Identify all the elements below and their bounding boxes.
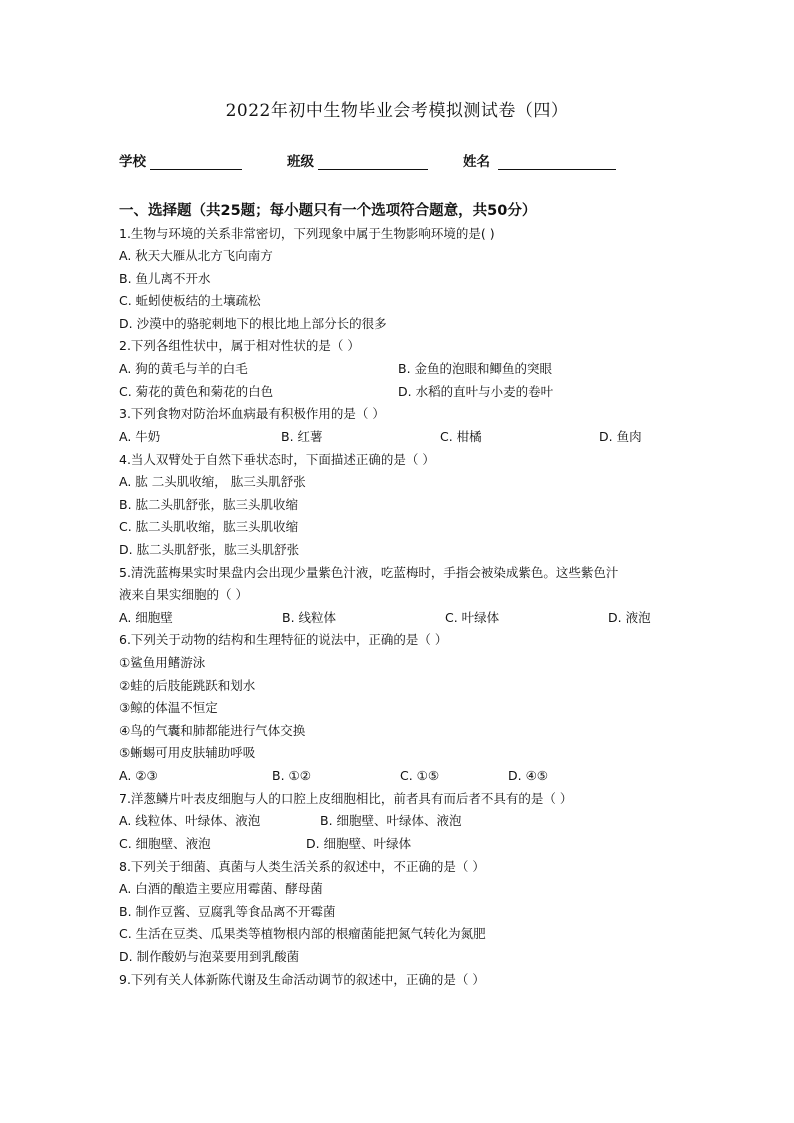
q7-option-d: D. 细胞壁、叶绿体 xyxy=(306,836,412,851)
q6-option-b: B. ①② xyxy=(272,768,311,783)
q6-option-a: A. ②③ xyxy=(119,768,158,783)
q4-option-d: D. 肱二头肌舒张，肱三头肌舒张 xyxy=(119,542,300,557)
question-8-stem: 8.下列关于细菌、真菌与人类生活关系的叙述中，不正确的是（ ） xyxy=(119,859,485,874)
q5-option-c: C. 叶绿体 xyxy=(445,610,500,625)
q2-option-d: D. 水稻的直叶与小麦的卷叶 xyxy=(398,384,554,399)
q6-option-d: D. ④⑤ xyxy=(508,768,548,783)
q6-statement-3: ③鲸的体温不恒定 xyxy=(119,700,218,715)
question-1-stem: 1.生物与环境的关系非常密切，下列现象中属于生物影响环境的是( ) xyxy=(119,226,495,241)
question-5-stem-line-2: 液来自果实细胞的（ ） xyxy=(119,587,248,602)
q5-option-a: A. 细胞壁 xyxy=(119,610,173,625)
q7-options-row-2 xyxy=(119,836,679,852)
q2-options-row-2 xyxy=(119,384,679,400)
q1-option-c: C. 蚯蚓使板结的土壤疏松 xyxy=(119,293,261,308)
q7-options-row-1 xyxy=(119,813,679,829)
q6-statement-1: ①鲨鱼用鳍游泳 xyxy=(119,655,206,670)
q3-option-b: B. 红薯 xyxy=(281,429,323,444)
q8-option-a: A. 白酒的酿造主要应用霉菌、酵母菌 xyxy=(119,881,323,896)
school-label: 学校 xyxy=(119,154,146,170)
q5-option-d: D. 液泡 xyxy=(608,610,651,625)
q2-option-b: B. 金鱼的泡眼和鲫鱼的突眼 xyxy=(398,361,553,376)
school-blank xyxy=(150,154,242,170)
class-field xyxy=(287,150,428,170)
page-title: 2022年初中生物毕业会考模拟测试卷（四） xyxy=(225,101,569,121)
q6-statement-4: ④鸟的气囊和肺都能进行气体交换 xyxy=(119,723,306,738)
q7-option-a: A. 线粒体、叶绿体、液泡 xyxy=(119,813,261,828)
q1-option-d: D. 沙漠中的骆驼刺地下的根比地上部分长的很多 xyxy=(119,316,387,331)
q3-option-d: D. 鱼肉 xyxy=(599,429,642,444)
question-2-stem: 2.下列各组性状中，属于相对性状的是（ ） xyxy=(119,338,360,353)
q8-option-c: C. 生活在豆类、瓜果类等植物根内部的根瘤菌能把氮气转化为氮肥 xyxy=(119,926,486,941)
name-label: 姓名 xyxy=(463,154,490,170)
section-heading: 一、选择题（共25题；每小题只有一个选项符合题意，共50分） xyxy=(119,203,537,219)
q2-options-row-1 xyxy=(119,361,679,377)
q1-option-a: A. 秋天大雁从北方飞向南方 xyxy=(119,248,273,263)
question-6-stem: 6.下列关于动物的结构和生理特征的说法中，正确的是（ ） xyxy=(119,632,448,647)
q6-statement-5: ⑤蜥蜴可用皮肤辅助呼吸 xyxy=(119,745,256,760)
q8-option-d: D. 制作酸奶与泡菜要用到乳酸菌 xyxy=(119,949,300,964)
q8-option-b: B. 制作豆酱、豆腐乳等食品离不开霉菌 xyxy=(119,904,336,919)
q4-option-b: B. 肱二头肌舒张，肱三头肌收缩 xyxy=(119,497,299,512)
q6-statement-2: ②蛙的后肢能跳跃和划水 xyxy=(119,678,256,693)
q3-options-row xyxy=(119,429,679,445)
q2-option-a: A. 狗的黄毛与羊的白毛 xyxy=(119,361,248,376)
q2-option-c: C. 菊花的黄色和菊花的白色 xyxy=(119,384,274,399)
class-label: 班级 xyxy=(287,154,314,170)
q6-options-row xyxy=(119,768,679,784)
question-3-stem: 3.下列食物对防治坏血病最有积极作用的是（ ） xyxy=(119,406,385,421)
name-blank xyxy=(498,154,616,170)
q4-option-c: C. 肱二头肌收缩，肱三头肌收缩 xyxy=(119,519,299,534)
question-7-stem: 7.洋葱鳞片叶表皮细胞与人的口腔上皮细胞相比，前者具有而后者不具有的是（ ） xyxy=(119,791,573,806)
name-field xyxy=(463,150,616,170)
q6-option-c: C. ①⑤ xyxy=(400,768,440,783)
question-9-stem: 9.下列有关人体新陈代谢及生命活动调节的叙述中，正确的是（ ） xyxy=(119,972,485,987)
q7-option-b: B. 细胞壁、叶绿体、液泡 xyxy=(320,813,462,828)
q4-option-a: A. 肱 二头肌收缩， 肱三头肌舒张 xyxy=(119,474,306,489)
q5-option-b: B. 线粒体 xyxy=(282,610,337,625)
q7-option-c: C. 细胞壁、液泡 xyxy=(119,836,211,851)
school-field xyxy=(119,150,242,170)
class-blank xyxy=(318,154,428,170)
question-5-stem-line-1: 5.清洗蓝梅果实时果盘内会出现少量紫色汁液，吃蓝梅时，手指会被染成紫色。这些紫色汁 xyxy=(119,565,619,580)
q3-option-a: A. 牛奶 xyxy=(119,429,161,444)
q5-options-row xyxy=(119,610,679,626)
question-4-stem: 4.当人双臂处于自然下垂状态时，下面描述正确的是（ ） xyxy=(119,452,435,467)
q1-option-b: B. 鱼儿离不开水 xyxy=(119,271,211,286)
q3-option-c: C. 柑橘 xyxy=(440,429,482,444)
